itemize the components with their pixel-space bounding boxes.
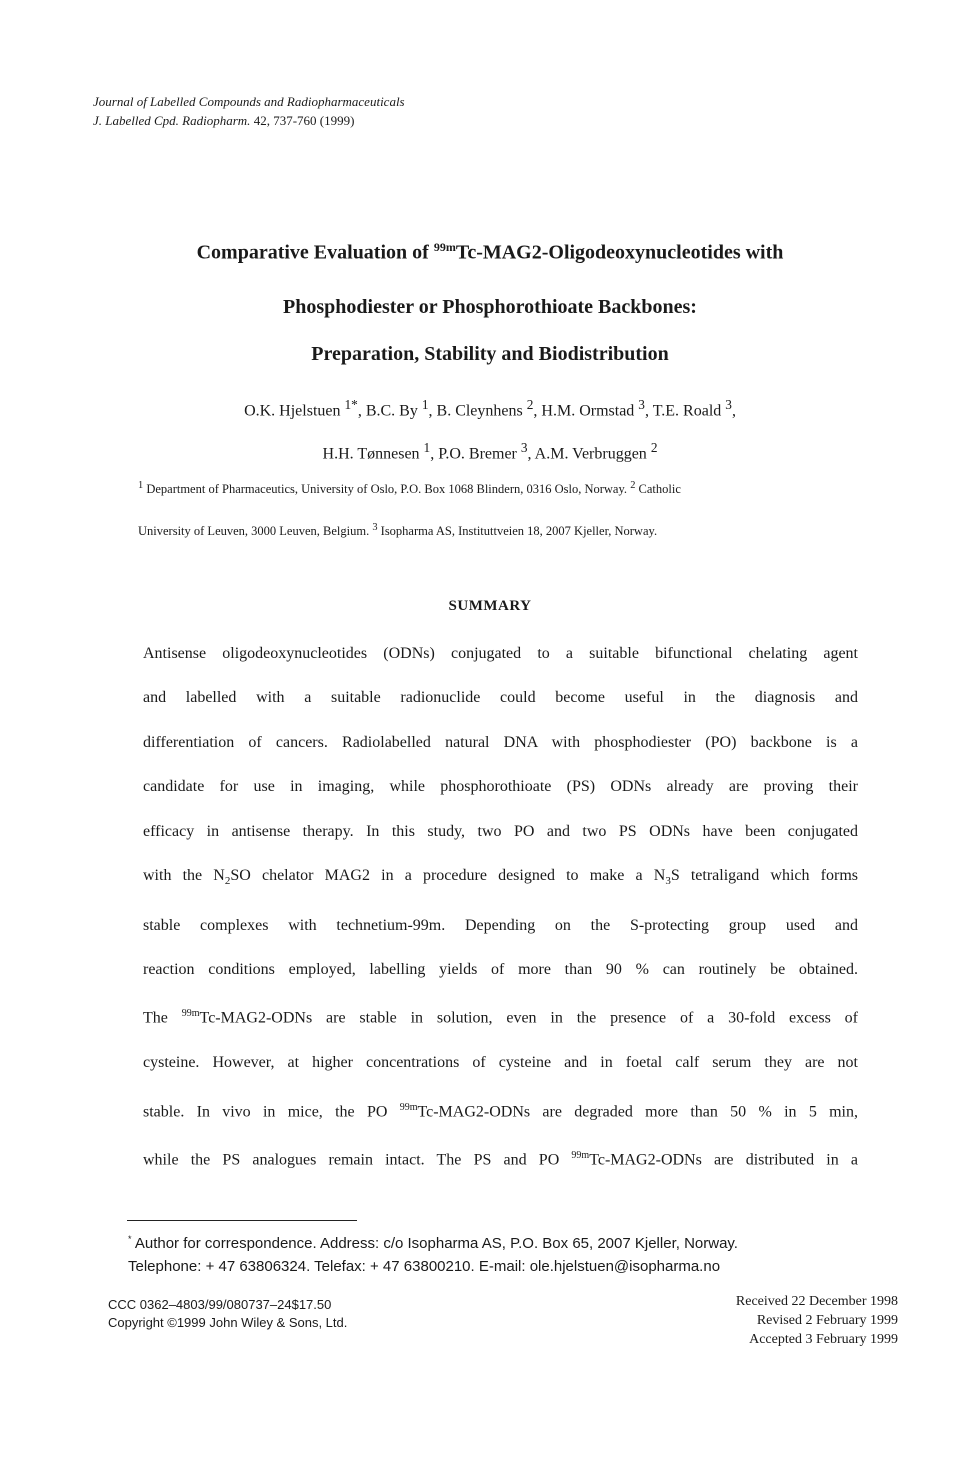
subscript: 3 <box>665 875 671 888</box>
author-line-1: O.K. Hjelstuen $^{1*}$, B.C. By $^1$, B. Cleynhens $^2$, H.M. Ormstad $^3$, T.E. Roald $^3$, <box>244 397 736 420</box>
journal-name: Journal of Labelled Compounds and Radiopharmaceuticals <box>93 94 405 109</box>
affiliation-line-1 <box>138 480 858 497</box>
abstract-segment: stable. In vivo in mice, the PO <box>143 1102 400 1120</box>
revised-date: Revised 2 February 1999 <box>756 1313 898 1328</box>
journal-citation <box>93 111 405 130</box>
title-line-2: Phosphodiester or Phosphorothioate Backbones: <box>283 296 697 318</box>
footnote-divider <box>127 1220 357 1221</box>
superscript: 99m <box>181 1008 200 1020</box>
author-affil-sup: 2 <box>650 440 658 455</box>
abstract-segment: Tc-MAG2-ODNs are distributed in a <box>589 1151 858 1169</box>
abstract-line <box>143 1086 858 1135</box>
accepted-date: Accepted 3 February 1999 <box>749 1332 898 1347</box>
abstract-body <box>143 632 858 1183</box>
abstract-line: differentiation of cancers. Radiolabelled natural DNA with phosphodiester (PO) backbone is a <box>143 733 858 751</box>
received-date: Received 22 December 1998 <box>735 1294 898 1309</box>
affil-sup: 1 <box>138 480 144 491</box>
abstract-line <box>143 854 858 904</box>
abstract-segment: Tc-MAG2-ODNs are degraded more than 50 % in 5 min, <box>417 1102 858 1120</box>
abstract-segment: S tetraligand which forms <box>670 867 859 885</box>
footnote-marker: * <box>128 1234 132 1244</box>
author-affil-sup: 3 <box>520 440 528 455</box>
affil-text: University of Leuven, 3000 Leuven, Belgium. <box>138 524 370 539</box>
abstract-line: stable complexes with technetium-99m. Depending on the S-protecting group used and <box>143 916 858 934</box>
superscript: 99m <box>399 1101 418 1113</box>
superscript: 99m <box>571 1150 590 1162</box>
copyright-block <box>108 1296 347 1332</box>
abstract-line: reaction conditions employed, labelling yields of more than 90 % can routinely be obtained. <box>143 961 858 979</box>
subscript: 2 <box>224 875 231 888</box>
author-name: A.M. Verbruggen <box>534 445 647 463</box>
abstract-line: and labelled with a suitable radionuclide could become useful in the diagnosis and <box>143 689 858 707</box>
author-affil-sup: 3 <box>725 397 732 412</box>
title-isotope-superscript: 99m <box>433 240 456 254</box>
author-name: P.O. Bremer <box>438 445 517 463</box>
footnote-line-2: Telephone: + 47 63806324. Telefax: + 47 63800210. E-mail: ole.hjelstuen@isopharma.no <box>128 1258 721 1275</box>
affil-text: Catholic <box>638 482 681 497</box>
abstract-line: candidate for use in imaging, while phosphorothioate (PS) ODNs already are proving their <box>143 778 858 796</box>
author-name: T.E. Roald <box>652 402 722 420</box>
summary-heading: SUMMARY <box>448 598 532 614</box>
author-affil-sup: 1 <box>423 440 431 455</box>
title-line-1-pre: Comparative Evaluation of <box>196 241 434 264</box>
author-name: O.K. Hjelstuen <box>244 402 341 420</box>
footnote-line-1 <box>128 1228 738 1255</box>
title-line-1-post: Tc-MAG2-Oligodeoxynucleotides with <box>455 241 784 264</box>
author-line-2: H.H. Tønnesen $^1$, P.O. Bremer $^3$, A.M. Verbruggen $^2$ <box>322 440 658 463</box>
author-name: B. Cleynhens <box>436 402 523 420</box>
footnote-address: Author for correspondence. Address: c/o Isopharma AS, P.O. Box 65, 2007 Kjeller, Norway. <box>134 1235 738 1252</box>
abstract-line: efficacy in antisense therapy. In this study, two PO and two PS ODNs have been conjugated <box>143 822 858 840</box>
author-name: H.H. Tønnesen <box>322 445 420 463</box>
journal-header <box>93 92 405 130</box>
abstract-segment: while the PS analogues remain intact. The PS and PO <box>143 1151 572 1169</box>
title-line-1 <box>0 240 980 265</box>
abstract-line <box>143 992 858 1041</box>
citation-abbrev: J. Labelled Cpd. Radiopharm. <box>93 113 251 128</box>
affil-sup: 2 <box>630 480 636 491</box>
abstract-line: cysteine. However, at higher concentrations of cysteine and in foetal calf serum they are not <box>143 1054 858 1072</box>
author-affil-sup: 2 <box>526 397 534 412</box>
author-affil-sup: 1 <box>421 397 429 412</box>
ccc-code: CCC 0362–4803/99/080737–24$17.50 <box>108 1297 332 1312</box>
abstract-line <box>143 1134 858 1183</box>
abstract-segment: with the N <box>143 867 225 885</box>
copyright-notice: Copyright ©1999 John Wiley & Sons, Ltd. <box>108 1315 348 1330</box>
author-name: B.C. By <box>365 402 418 420</box>
abstract-segment: SO chelator MAG2 in a procedure designed to make a N <box>230 867 666 885</box>
affil-text: Isopharma AS, Instituttveien 18, 2007 Kjeller, Norway. <box>380 524 658 539</box>
abstract-segment: Tc-MAG2-ODNs are stable in solution, even in the presence of a 30-fold excess of <box>199 1009 859 1027</box>
abstract-line: Antisense oligodeoxynucleotides (ODNs) conjugated to a suitable bifunctional chelating agent <box>143 645 858 662</box>
author-affil-sup: 3 <box>638 397 645 412</box>
footnote <box>128 1228 738 1278</box>
author-affil-sup: 1* <box>344 397 358 412</box>
citation-details: 42, 737-760 (1999) <box>253 113 355 128</box>
abstract-segment: The <box>143 1009 182 1027</box>
manuscript-dates <box>736 1292 898 1349</box>
affiliation-line-2 <box>138 522 858 539</box>
author-name: H.M. Ormstad <box>541 402 635 420</box>
affil-text: Department of Pharmaceutics, University of Oslo, P.O. Box 1068 Blindern, 0316 Oslo, Norway. <box>146 482 628 497</box>
affil-sup: 3 <box>372 522 378 533</box>
title-line-3: Preparation, Stability and Biodistribution <box>311 343 669 365</box>
